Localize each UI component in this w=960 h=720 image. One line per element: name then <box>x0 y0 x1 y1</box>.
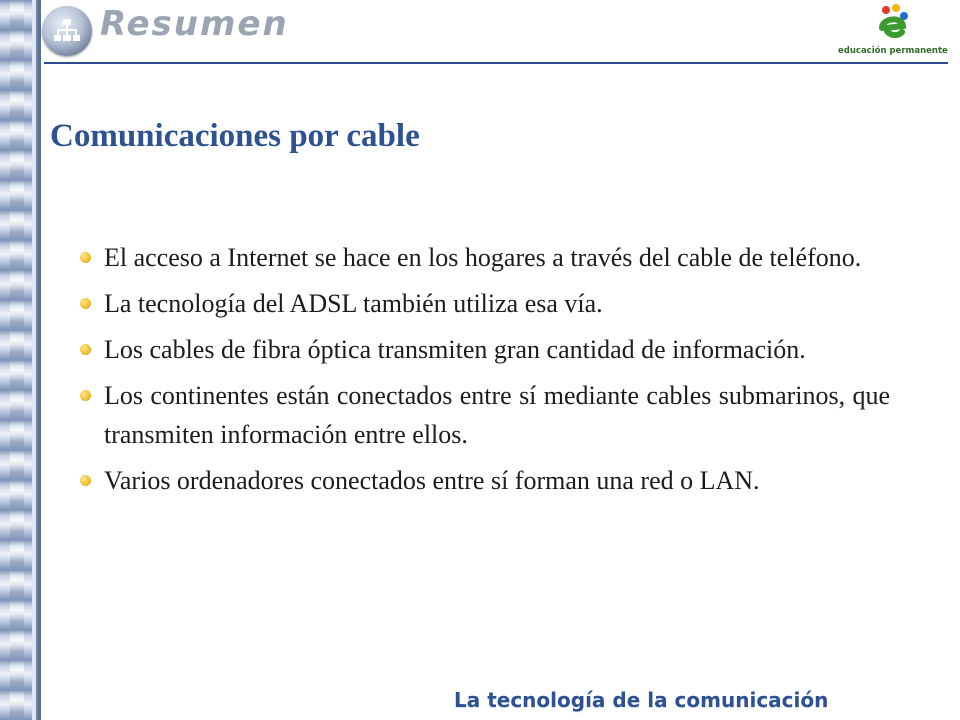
bullet-icon <box>80 298 91 309</box>
bullet-text: Varios ordenadores conectados entre sí forman una red o LAN. <box>104 466 760 495</box>
bullet-item <box>104 461 890 500</box>
brand-logo <box>836 4 952 60</box>
footer-title: La tecnología de la comunicación <box>454 688 829 712</box>
bullet-item <box>104 238 890 277</box>
bullet-text: Los cables de fibra óptica transmiten gran cantidad de información. <box>104 335 806 364</box>
left-border-rule <box>38 0 41 720</box>
bullet-icon <box>80 475 91 486</box>
bullet-item <box>104 376 890 454</box>
network-icon <box>42 6 92 56</box>
bullet-text: La tecnología del ADSL también utiliza esa vía. <box>104 289 603 318</box>
bullet-list <box>104 238 890 507</box>
slide-title: Comunicaciones por cable <box>50 118 420 154</box>
bullet-icon <box>80 344 91 355</box>
brand-text: educación permanente <box>838 46 948 56</box>
bullet-icon <box>80 252 91 263</box>
brand-logo-icon <box>876 4 910 44</box>
header-title: Resumen <box>100 4 289 44</box>
bullet-item <box>104 330 890 369</box>
binder-strip <box>0 0 38 720</box>
bullet-text: El acceso a Internet se hace en los hogares a través del cable de teléfono. <box>104 243 862 272</box>
bullet-icon <box>80 390 91 401</box>
bullet-text: Los continentes están conectados entre sí mediante cables submarinos, que transmiten información entre ellos. <box>104 381 890 449</box>
bullet-item <box>104 284 890 323</box>
header-divider <box>44 62 948 64</box>
